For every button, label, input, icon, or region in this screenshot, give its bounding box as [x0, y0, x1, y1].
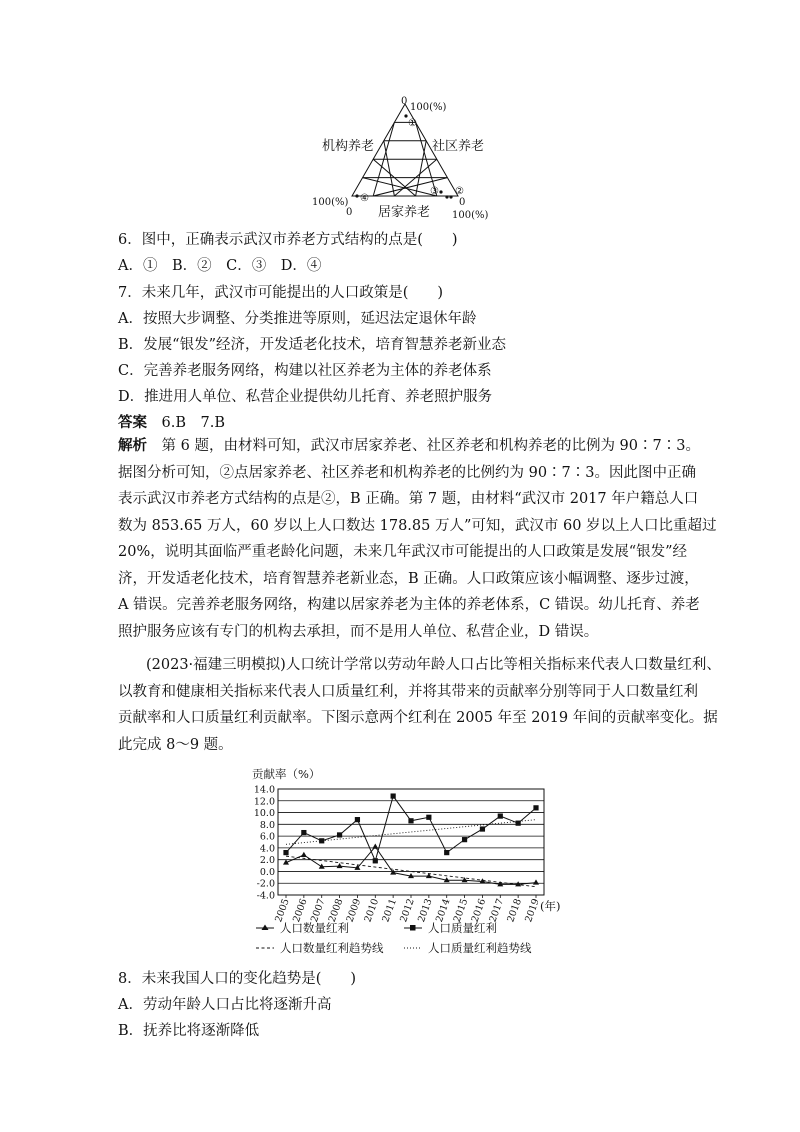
y-tick-label: 0.0	[259, 866, 275, 878]
quality-point	[301, 830, 306, 835]
quality-point	[426, 815, 431, 820]
legend-quantity-trend	[256, 941, 384, 955]
quality-point	[283, 850, 288, 855]
q6-stem: 6．图中，正确表示武汉市养老方式结构的点是( )	[118, 232, 458, 248]
series-lines	[283, 793, 539, 886]
legend-quantity	[256, 921, 349, 935]
quality-point	[355, 817, 360, 822]
analysis-line-3: 表示武汉市养老方式结构的点是②，B 正确。第 7 题，由材料“武汉市 2017 年户籍总人口	[118, 491, 699, 507]
quality-point	[373, 858, 378, 863]
x-tick-label: 2013	[416, 897, 435, 924]
right-zero-label: 0	[459, 197, 466, 208]
point-3-dot	[439, 190, 442, 193]
quantity-point	[426, 873, 432, 878]
svg-text:人口质量红利趋势线: 人口质量红利趋势线	[428, 941, 532, 955]
x-tick-label: 2012	[398, 897, 417, 924]
svg-text:人口质量红利: 人口质量红利	[428, 921, 497, 935]
q7-option-b: B．发展“银发”经济，开发适老化技术，培育智慧养老新业态	[118, 337, 506, 353]
quantity-point	[301, 852, 307, 857]
q7-option-d: D．推进用人单位、私营企业提供幼儿托育、养老照护服务	[118, 389, 493, 405]
y-tick-label: 6.0	[259, 831, 275, 843]
left-zero-label: 0	[346, 207, 353, 218]
quality-point	[533, 805, 538, 810]
quantity-point	[533, 879, 539, 884]
x-tick-label: 2011	[380, 897, 399, 924]
intro-line-2: 以教育和健康相关指标来代表人口质量红利，并将其带来的贡献率分别等同于人口数量红利	[118, 683, 698, 700]
analysis-line-5: 20%，说明其面临严重老龄化问题，未来几年武汉市可能提出的人口政策是发展“银发”经	[118, 544, 688, 560]
quality-point	[319, 838, 324, 843]
point-1-label: ①	[408, 118, 417, 129]
x-tick-label: 2010	[362, 897, 382, 924]
y-tick-labels	[254, 785, 275, 902]
x-tick-label: 2017	[487, 897, 507, 924]
x-tick-label: 2007	[308, 897, 328, 924]
analysis-paragraph	[118, 433, 717, 645]
quality-point	[337, 832, 342, 837]
y-tick-label: 2.0	[259, 855, 275, 867]
plot-frame	[278, 789, 544, 895]
x-tick-label: 2014	[433, 897, 453, 924]
y-tick-label: 14.0	[253, 784, 275, 796]
point-2-dot-b	[449, 195, 452, 198]
left-pct-label: 100(%)	[312, 197, 349, 208]
y-axis-label: 贡献率（%）	[252, 767, 321, 781]
q8-stem: 8．未来我国人口的变化趋势是( )	[118, 971, 357, 987]
svg-text:人口数量红利趋势线: 人口数量红利趋势线	[280, 941, 384, 955]
x-tick-labels	[273, 897, 542, 923]
point-2-dot	[445, 195, 448, 198]
q7-option-a: A．按照大步调整、分类推进等原则，延迟法定退休年龄	[118, 311, 477, 327]
top-pct-label: 100(%)	[410, 102, 447, 113]
y-tick-label: 10.0	[253, 808, 275, 820]
point-2-label: ②	[455, 186, 464, 197]
x-tick-label: 2016	[469, 897, 489, 924]
y-tick-label: 8.0	[259, 819, 275, 831]
quantity-point	[337, 863, 343, 868]
quality-point	[462, 837, 467, 842]
legend-quality-trend	[404, 941, 532, 955]
point-4-label: ④	[360, 193, 369, 204]
q6-options: A．① B．② C．③ D．④	[118, 258, 322, 274]
x-tick-label: 2008	[326, 897, 346, 924]
quality-point	[444, 850, 449, 855]
y-tick-label: 4.0	[259, 843, 275, 855]
q8-option-a: A．劳动年龄人口占比将逐渐升高	[118, 997, 332, 1013]
analysis-line-1: 解析 第 6 题，由材料可知，武汉市居家养老、社区养老和机构养老的比例为 90∶7∶3。	[118, 437, 700, 454]
analysis-line-4: 数为 853.65 万人，60 岁以上人口数达 178.85 万人”可知，武汉市 60 岁以上人口比重超过	[118, 517, 717, 534]
x-tick-label: 2018	[505, 897, 524, 924]
quality-series-line	[286, 796, 536, 861]
analysis-line-7: A 错误。完善养老服务网络，构建以居家养老为主体的养老体系，C 错误。幼儿托育、养老	[118, 597, 700, 613]
quality-point	[480, 826, 485, 831]
top-zero-label: 0	[401, 96, 408, 107]
quantity-point	[319, 864, 325, 869]
legend-quality	[404, 921, 497, 935]
q7-option-c: C．完善养老服务网络，构建以社区养老为主体的养老体系	[118, 363, 492, 379]
quality-point	[391, 793, 396, 798]
bottom-axis-label: 居家养老	[378, 205, 431, 220]
point-4-dot	[355, 194, 358, 197]
y-tick-label: -2.0	[256, 878, 275, 890]
intro-line-4: 此完成 8～9 题。	[118, 736, 233, 753]
quantity-point	[372, 844, 378, 849]
quality-point	[408, 818, 413, 823]
analysis-line-8: 照护服务应该有专门的机构去承担，而不是用人单位、私营企业，D 错误。	[118, 623, 599, 640]
analysis-label: 解析	[118, 437, 147, 454]
x-tick-label: 2019	[523, 897, 542, 924]
point-3-label: ③	[430, 186, 439, 197]
x-tick-label: 2006	[291, 897, 310, 924]
ternary-diagram	[300, 92, 530, 224]
answer-label: 答案	[118, 414, 147, 431]
right-axis-label: 社区养老	[432, 139, 485, 154]
intro-line-1: (2023·福建三明模拟)人口统计学常以劳动年龄人口占比等相关指标来代表人口数量红利、	[146, 657, 721, 673]
answer-text: 6.B 7.B	[161, 415, 225, 431]
q7-stem: 7．未来几年，武汉市可能提出的人口政策是( )	[118, 285, 444, 301]
x-tick-label: 2009	[344, 897, 364, 924]
quality-point	[516, 821, 521, 826]
intro-line-3: 贡献率和人口质量红利贡献率。下图示意两个红利在 2005 年至 2019 年间的贡献率变化。据	[118, 710, 718, 726]
left-axis-label: 机构养老	[322, 139, 375, 154]
contribution-rate-chart	[244, 764, 574, 960]
quality-point	[498, 813, 503, 818]
q8-option-b: B．抚养比将逐渐降低	[118, 1023, 260, 1039]
chart-grid	[278, 789, 544, 898]
x-tick-label: 2005	[273, 897, 292, 924]
analysis-line-6: 济，开发适老化技术，培育智慧养老新业态，B 正确。人口政策应该小幅调整、逐步过渡，	[118, 570, 699, 587]
answer-line	[118, 413, 225, 433]
quantity-series-line	[286, 847, 536, 885]
y-tick-label: 12.0	[253, 796, 275, 808]
right-pct-label: 100(%)	[452, 210, 489, 221]
intro-paragraph	[118, 652, 721, 758]
svg-text:人口数量红利: 人口数量红利	[280, 921, 349, 935]
analysis-line-2: 据图分析可知，②点居家养老、社区养老和机构养老的比例约为 90∶7∶3。因此图中正确	[118, 464, 697, 481]
x-tick-label: 2015	[451, 897, 471, 924]
y-tick-label: -4.0	[256, 890, 275, 902]
chart-legend	[256, 921, 532, 955]
x-axis-label: (年)	[540, 899, 561, 913]
